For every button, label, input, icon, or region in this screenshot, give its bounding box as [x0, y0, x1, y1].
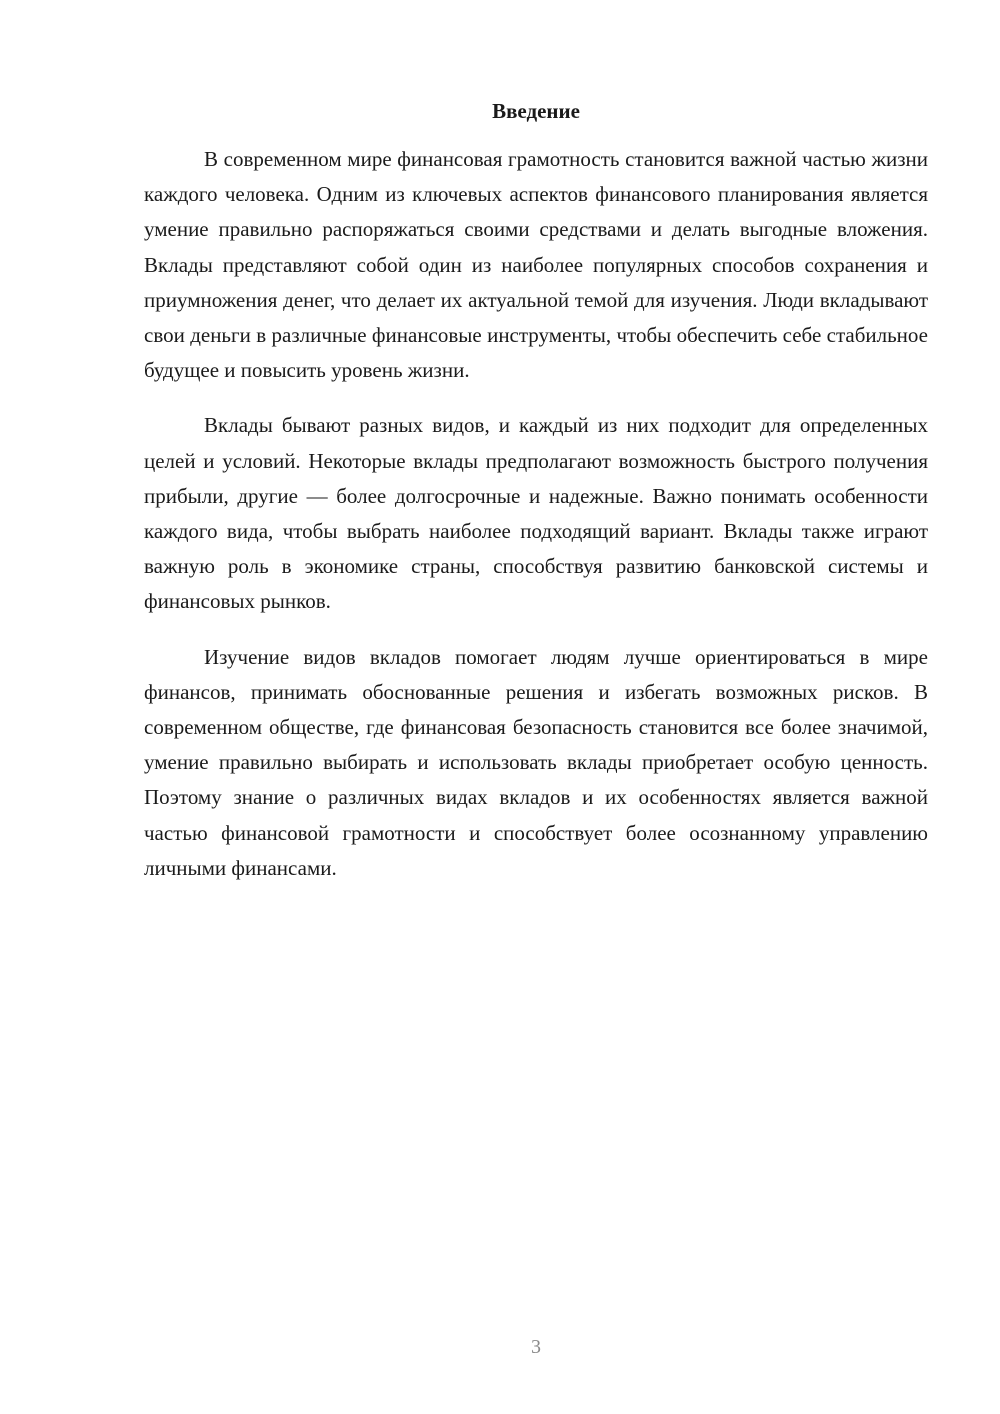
page-number: 3: [531, 1336, 541, 1358]
paragraph-3: Изучение видов вкладов помогает людям лучше ориентироваться в мире финансов, принимать обоснованные решения и избегать возможных рисков. В современном обществе, где финансовая безопасность становится все более значимой, умение правильно выбирать и использовать вклады приобретает особую ценность. Поэтому знание о различных видах вкладов и их особенностях является важной частью финансовой грамотности и способствует более осознанному управлению личными финансами.: [144, 644, 928, 880]
page-content: [144, 96, 928, 886]
paragraph-1: В современном мире финансовая грамотность становится важной частью жизни каждого человека. Одним из ключевых аспектов финансового планирования является умение правильно распоряжаться своими средствами и делать выгодные вложения. Вклады представляют собой один из наиболее популярных способов сохранения и приумножения денег, что делает их актуальной темой для изучения. Люди вкладывают свои деньги в различные финансовые инструменты, чтобы обеспечить себе стабильное будущее и повысить уровень жизни.: [144, 147, 928, 383]
section-heading: Введение: [492, 99, 580, 123]
paragraph-2: Вклады бывают разных видов, и каждый из них подходит для определенных целей и условий. Некоторые вклады предполагают возможность быстрого получения прибыли, другие — более долгосрочные и надежные. Важно понимать особенности каждого вида, чтобы выбрать наиболее подходящий вариант. Вклады также играют важную роль в экономике страны, способствуя развитию банковской системы и финансовых рынков.: [144, 413, 928, 614]
